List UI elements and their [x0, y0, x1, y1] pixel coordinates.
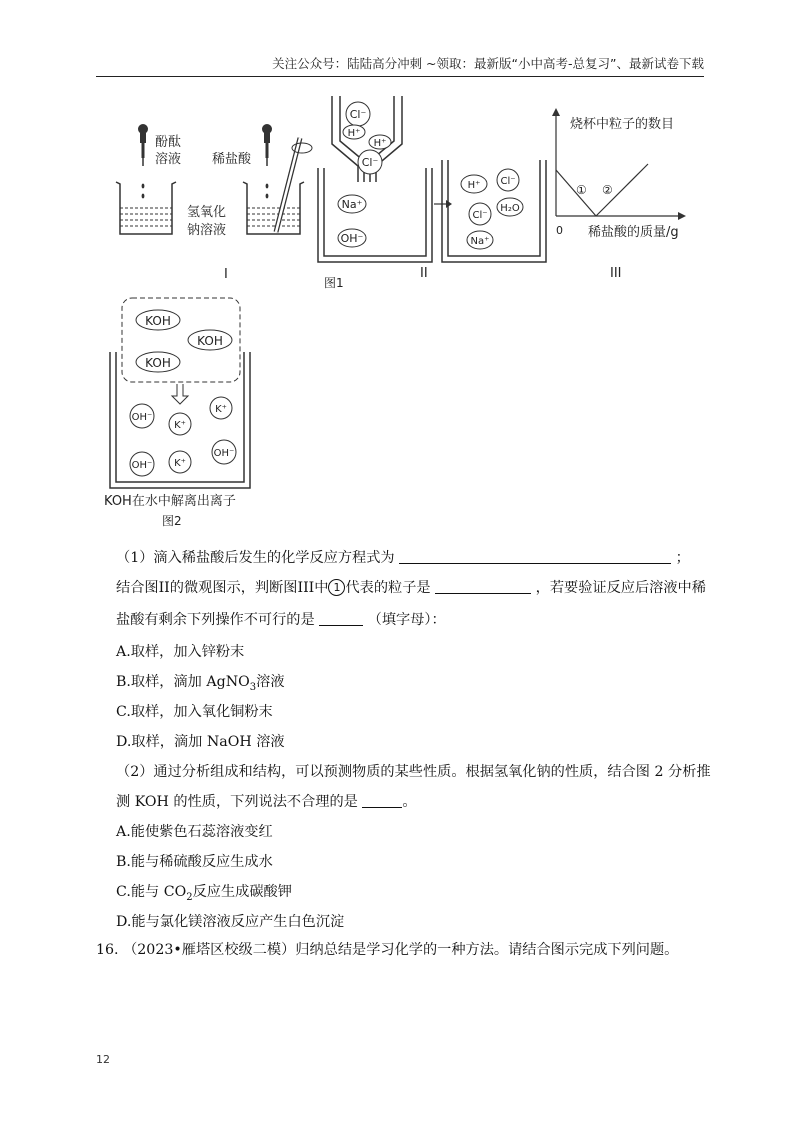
q1-answer-blank-1[interactable]	[399, 549, 671, 564]
ion-h-iii: H⁺	[467, 180, 481, 191]
koh-1: KOH	[145, 314, 171, 328]
glass-rod	[276, 138, 312, 232]
ion-cl-iii-1: Cl⁻	[500, 176, 516, 187]
q1-line2-text-a: 结合图II的微观图示，判断图III中	[116, 580, 329, 596]
q1-line3	[116, 610, 446, 630]
q1-line3-text-a: 盐酸有剩余下列操作不可行的是	[116, 612, 315, 628]
q1-option-b-sub: 3	[249, 681, 257, 693]
ion-na-iii: Na⁺	[470, 236, 490, 247]
ion-na-ii: Na⁺	[341, 198, 363, 211]
q1-answer-blank-2[interactable]	[435, 579, 531, 594]
beaker-ii	[318, 168, 432, 262]
q2-answer-blank[interactable]	[362, 793, 402, 808]
label-naoh-2: 钠溶液	[187, 223, 227, 238]
figure2-caption: 图2	[162, 514, 182, 528]
q1-option-c: C.取样，加入氧化铜粉末	[116, 704, 273, 720]
ion-cl-funnel-1: Cl⁻	[349, 108, 367, 121]
q2-option-c	[116, 882, 292, 908]
graph-mark-1: ①	[576, 183, 587, 197]
ion-h-funnel-1: H⁺	[347, 128, 361, 139]
graph-origin: 0	[556, 224, 563, 237]
koh-2: KOH	[197, 334, 223, 348]
graph-mark-2: ②	[602, 183, 613, 197]
figure1-caption: 图1	[324, 276, 344, 290]
page-number: 12	[96, 1053, 110, 1066]
q2-line2-end: 。	[402, 794, 417, 810]
roman-2: II	[420, 266, 428, 281]
q2-option-a: A.能使紫色石蕊溶液变红	[116, 824, 273, 840]
figure-2	[100, 292, 300, 532]
beaker-iii	[442, 160, 546, 262]
q2-option-b: B.能与稀硫酸反应生成水	[116, 854, 273, 870]
figure2-caption-text: KOH在水中解离出离子	[104, 494, 236, 509]
q1-line2-text-b: 代表的粒子是	[345, 580, 431, 596]
q1-answer-blank-3[interactable]	[319, 611, 363, 626]
q2-option-d: D.能与氯化镁溶液反应产生白色沉淀	[116, 914, 345, 930]
beaker-1	[116, 182, 176, 234]
ion-k-3: K⁺	[174, 458, 186, 469]
figure-1	[100, 86, 700, 291]
roman-3: III	[610, 266, 622, 281]
q2-line2-text: 测 KOH 的性质，下列说法不合理的是	[116, 794, 358, 810]
ion-k-1: K⁺	[174, 420, 186, 431]
ion-cl-funnel-2: Cl⁻	[361, 156, 379, 169]
q2-line2	[116, 792, 417, 812]
q16-number: 16.	[96, 942, 119, 958]
q1-line1-text: （1）滴入稀盐酸后发生的化学反应方程式为	[116, 550, 395, 566]
arrow-icon	[434, 200, 452, 208]
header-text: 关注公众号：陆陆高分冲刺 ~领取：最新版“小中高考-总复习”、最新试卷下载	[272, 56, 704, 71]
q2-option-c-text-2: 反应生成碳酸钾	[192, 884, 292, 900]
q16-line	[96, 940, 678, 960]
graph-xlabel: 稀盐酸的质量/g	[588, 225, 679, 240]
q1-line2-text-c: ，若要验证反应后溶液中稀	[535, 580, 706, 596]
label-solution: 溶液	[155, 152, 182, 167]
beaker-2	[243, 182, 304, 234]
q2-line1: （2）通过分析组成和结构，可以预测物质的某些性质。根据氢氧化钠的性质，结合图 2 分析推	[116, 764, 711, 780]
ion-oh-1: OH⁻	[131, 412, 153, 423]
q2-option-c-sub: 2	[186, 891, 193, 903]
roman-1: I	[224, 267, 228, 282]
label-phenol: 酚酞	[155, 135, 182, 150]
q1-option-b	[116, 672, 285, 698]
circled-number-1: 1	[328, 579, 345, 596]
ion-cl-iii-2: Cl⁻	[472, 210, 488, 221]
molecule-water: H₂O	[500, 203, 520, 214]
dropper-hcl	[262, 124, 272, 166]
q1-line1-end: ；	[675, 550, 690, 566]
koh-3: KOH	[145, 356, 171, 370]
graph-ylabel: 烧杯中粒子的数目	[570, 117, 675, 132]
q16-text: （2023•雁塔区校级二模）归纳总结是学习化学的一种方法。请结合图示完成下列问题。	[123, 942, 679, 958]
dropper-phenolphthalein	[138, 124, 148, 166]
ion-oh-2: OH⁻	[131, 460, 153, 471]
q1-option-d: D.取样，滴加 NaOH 溶液	[116, 734, 285, 750]
ion-h-funnel-2: H⁺	[373, 138, 387, 149]
page-header	[96, 54, 704, 77]
ion-oh-3: OH⁻	[213, 448, 235, 459]
q1-option-a: A.取样，加入锌粉末	[116, 644, 245, 660]
ion-k-2: K⁺	[215, 404, 227, 415]
q1-option-b-text-2: 溶液	[256, 674, 285, 690]
q1-line1	[116, 548, 690, 568]
q2-option-c-text: C.能与 CO	[116, 884, 187, 900]
ion-oh-ii: OH⁻	[340, 232, 364, 245]
label-naoh-1: 氢氧化	[187, 205, 227, 220]
q1-option-b-text: B.取样，滴加 AgNO	[116, 674, 250, 690]
q1-line2	[116, 578, 706, 598]
label-hcl: 稀盐酸	[212, 152, 252, 167]
q1-line3-text-b: （填字母）：	[367, 612, 446, 628]
down-arrow-icon	[172, 384, 188, 404]
